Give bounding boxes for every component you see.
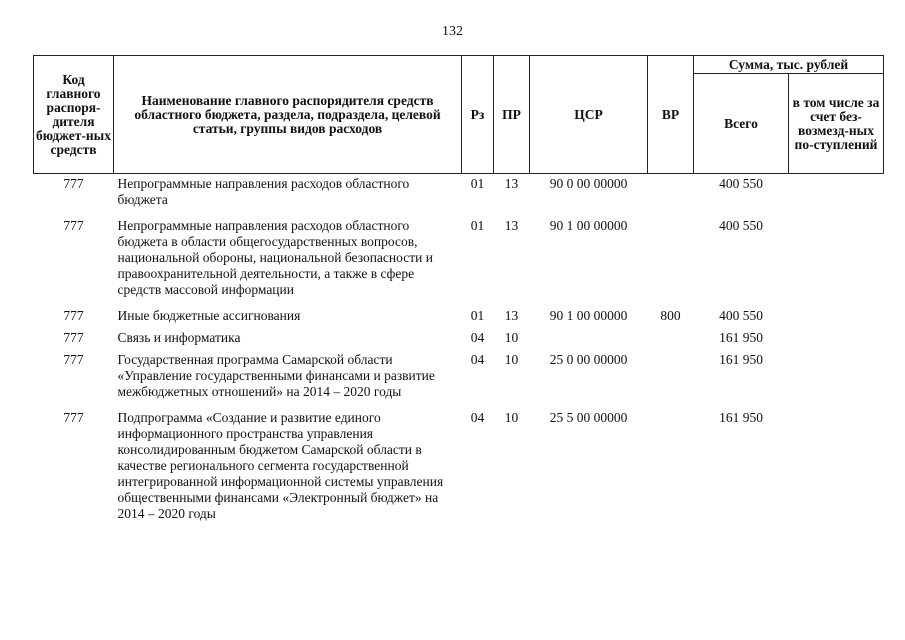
- table-row: [34, 350, 884, 404]
- cell-rz: 01: [470, 218, 485, 233]
- header-vr: ВР: [648, 56, 694, 174]
- table-header: [34, 56, 884, 174]
- cell-vr: 800: [660, 308, 681, 323]
- header-total: Всего: [694, 74, 789, 174]
- header-incl: в том числе за счет без-возмезд-ных по-ступлений: [789, 74, 884, 174]
- table-row: [34, 302, 884, 328]
- cell-total: 400 550: [719, 176, 763, 191]
- cell-incl: [789, 212, 884, 302]
- header-code: Код главного распоря-дителя бюджет-ных средств: [34, 56, 114, 174]
- cell-csr: 90 1 00 00000: [549, 308, 628, 323]
- cell-name: Государственная программа Самарской области «Управление государственными финансами и развитие межбюджетных отношений» на 2014 – 2020 годы: [117, 352, 435, 399]
- cell-csr: 90 1 00 00000: [549, 218, 628, 233]
- cell-incl: [789, 328, 884, 350]
- table-row: [34, 404, 884, 526]
- cell-name: Иные бюджетные ассигнования: [117, 308, 301, 323]
- cell-code: 777: [63, 308, 84, 323]
- table-row: [34, 174, 884, 213]
- cell-pr: 10: [504, 352, 519, 367]
- header-sum: Сумма, тыс. рублей: [694, 56, 884, 74]
- cell-csr: [530, 328, 648, 350]
- cell-rz: 04: [470, 352, 485, 367]
- budget-table: [33, 55, 884, 526]
- cell-pr: 10: [504, 410, 519, 425]
- cell-vr: [648, 328, 694, 350]
- cell-csr: 25 5 00 00000: [549, 410, 628, 425]
- table-body: [34, 174, 884, 527]
- cell-total: 400 550: [719, 218, 763, 233]
- cell-name: Связь и информатика: [117, 330, 241, 345]
- cell-total: 161 950: [719, 410, 763, 425]
- table-row: [34, 328, 884, 350]
- header-pr: ПР: [494, 56, 530, 174]
- cell-name: Непрограммные направления расходов областного бюджета: [117, 176, 410, 207]
- cell-total: 161 950: [719, 330, 763, 345]
- cell-code: 777: [63, 176, 84, 191]
- header-rz: Рз: [462, 56, 494, 174]
- cell-incl: [789, 174, 884, 213]
- cell-csr: 25 0 00 00000: [549, 352, 628, 367]
- cell-rz: 04: [470, 330, 485, 345]
- table-row: [34, 212, 884, 302]
- cell-incl: [789, 302, 884, 328]
- cell-csr: 90 0 00 00000: [549, 176, 628, 191]
- cell-pr: 13: [504, 218, 519, 233]
- cell-rz: 04: [470, 410, 485, 425]
- cell-code: 777: [63, 352, 84, 367]
- cell-name: Подпрограмма «Создание и развитие единого информационного пространства управления консолидированным бюджетом Самарской области в качестве регионального сегмента государственной интегрированной информационной системы управления общественными финансами «Электронный бюджет» на 2014 – 2020 годы: [117, 410, 444, 521]
- cell-code: 777: [63, 410, 84, 425]
- cell-code: 777: [63, 330, 84, 345]
- cell-vr: [648, 404, 694, 526]
- cell-total: 400 550: [719, 308, 763, 323]
- header-name: Наименование главного распорядителя средств областного бюджета, раздела, подраздела, целевой статьи, группы видов расходов: [114, 56, 462, 174]
- cell-total: 161 950: [719, 352, 763, 367]
- cell-incl: [789, 404, 884, 526]
- header-csr: ЦСР: [530, 56, 648, 174]
- cell-code: 777: [63, 218, 84, 233]
- cell-vr: [648, 174, 694, 213]
- cell-rz: 01: [470, 308, 485, 323]
- cell-incl: [789, 350, 884, 404]
- cell-pr: 13: [504, 176, 519, 191]
- cell-pr: 13: [504, 308, 519, 323]
- cell-pr: 10: [504, 330, 519, 345]
- cell-vr: [648, 212, 694, 302]
- cell-rz: 01: [470, 176, 485, 191]
- page-number: 132: [442, 24, 463, 39]
- cell-name: Непрограммные направления расходов областного бюджета в области общегосударственных вопросов, национальной обороны, национальной безопасности и правоохранительной деятельности, а также в сфере средств массовой информации: [117, 218, 433, 297]
- cell-vr: [648, 350, 694, 404]
